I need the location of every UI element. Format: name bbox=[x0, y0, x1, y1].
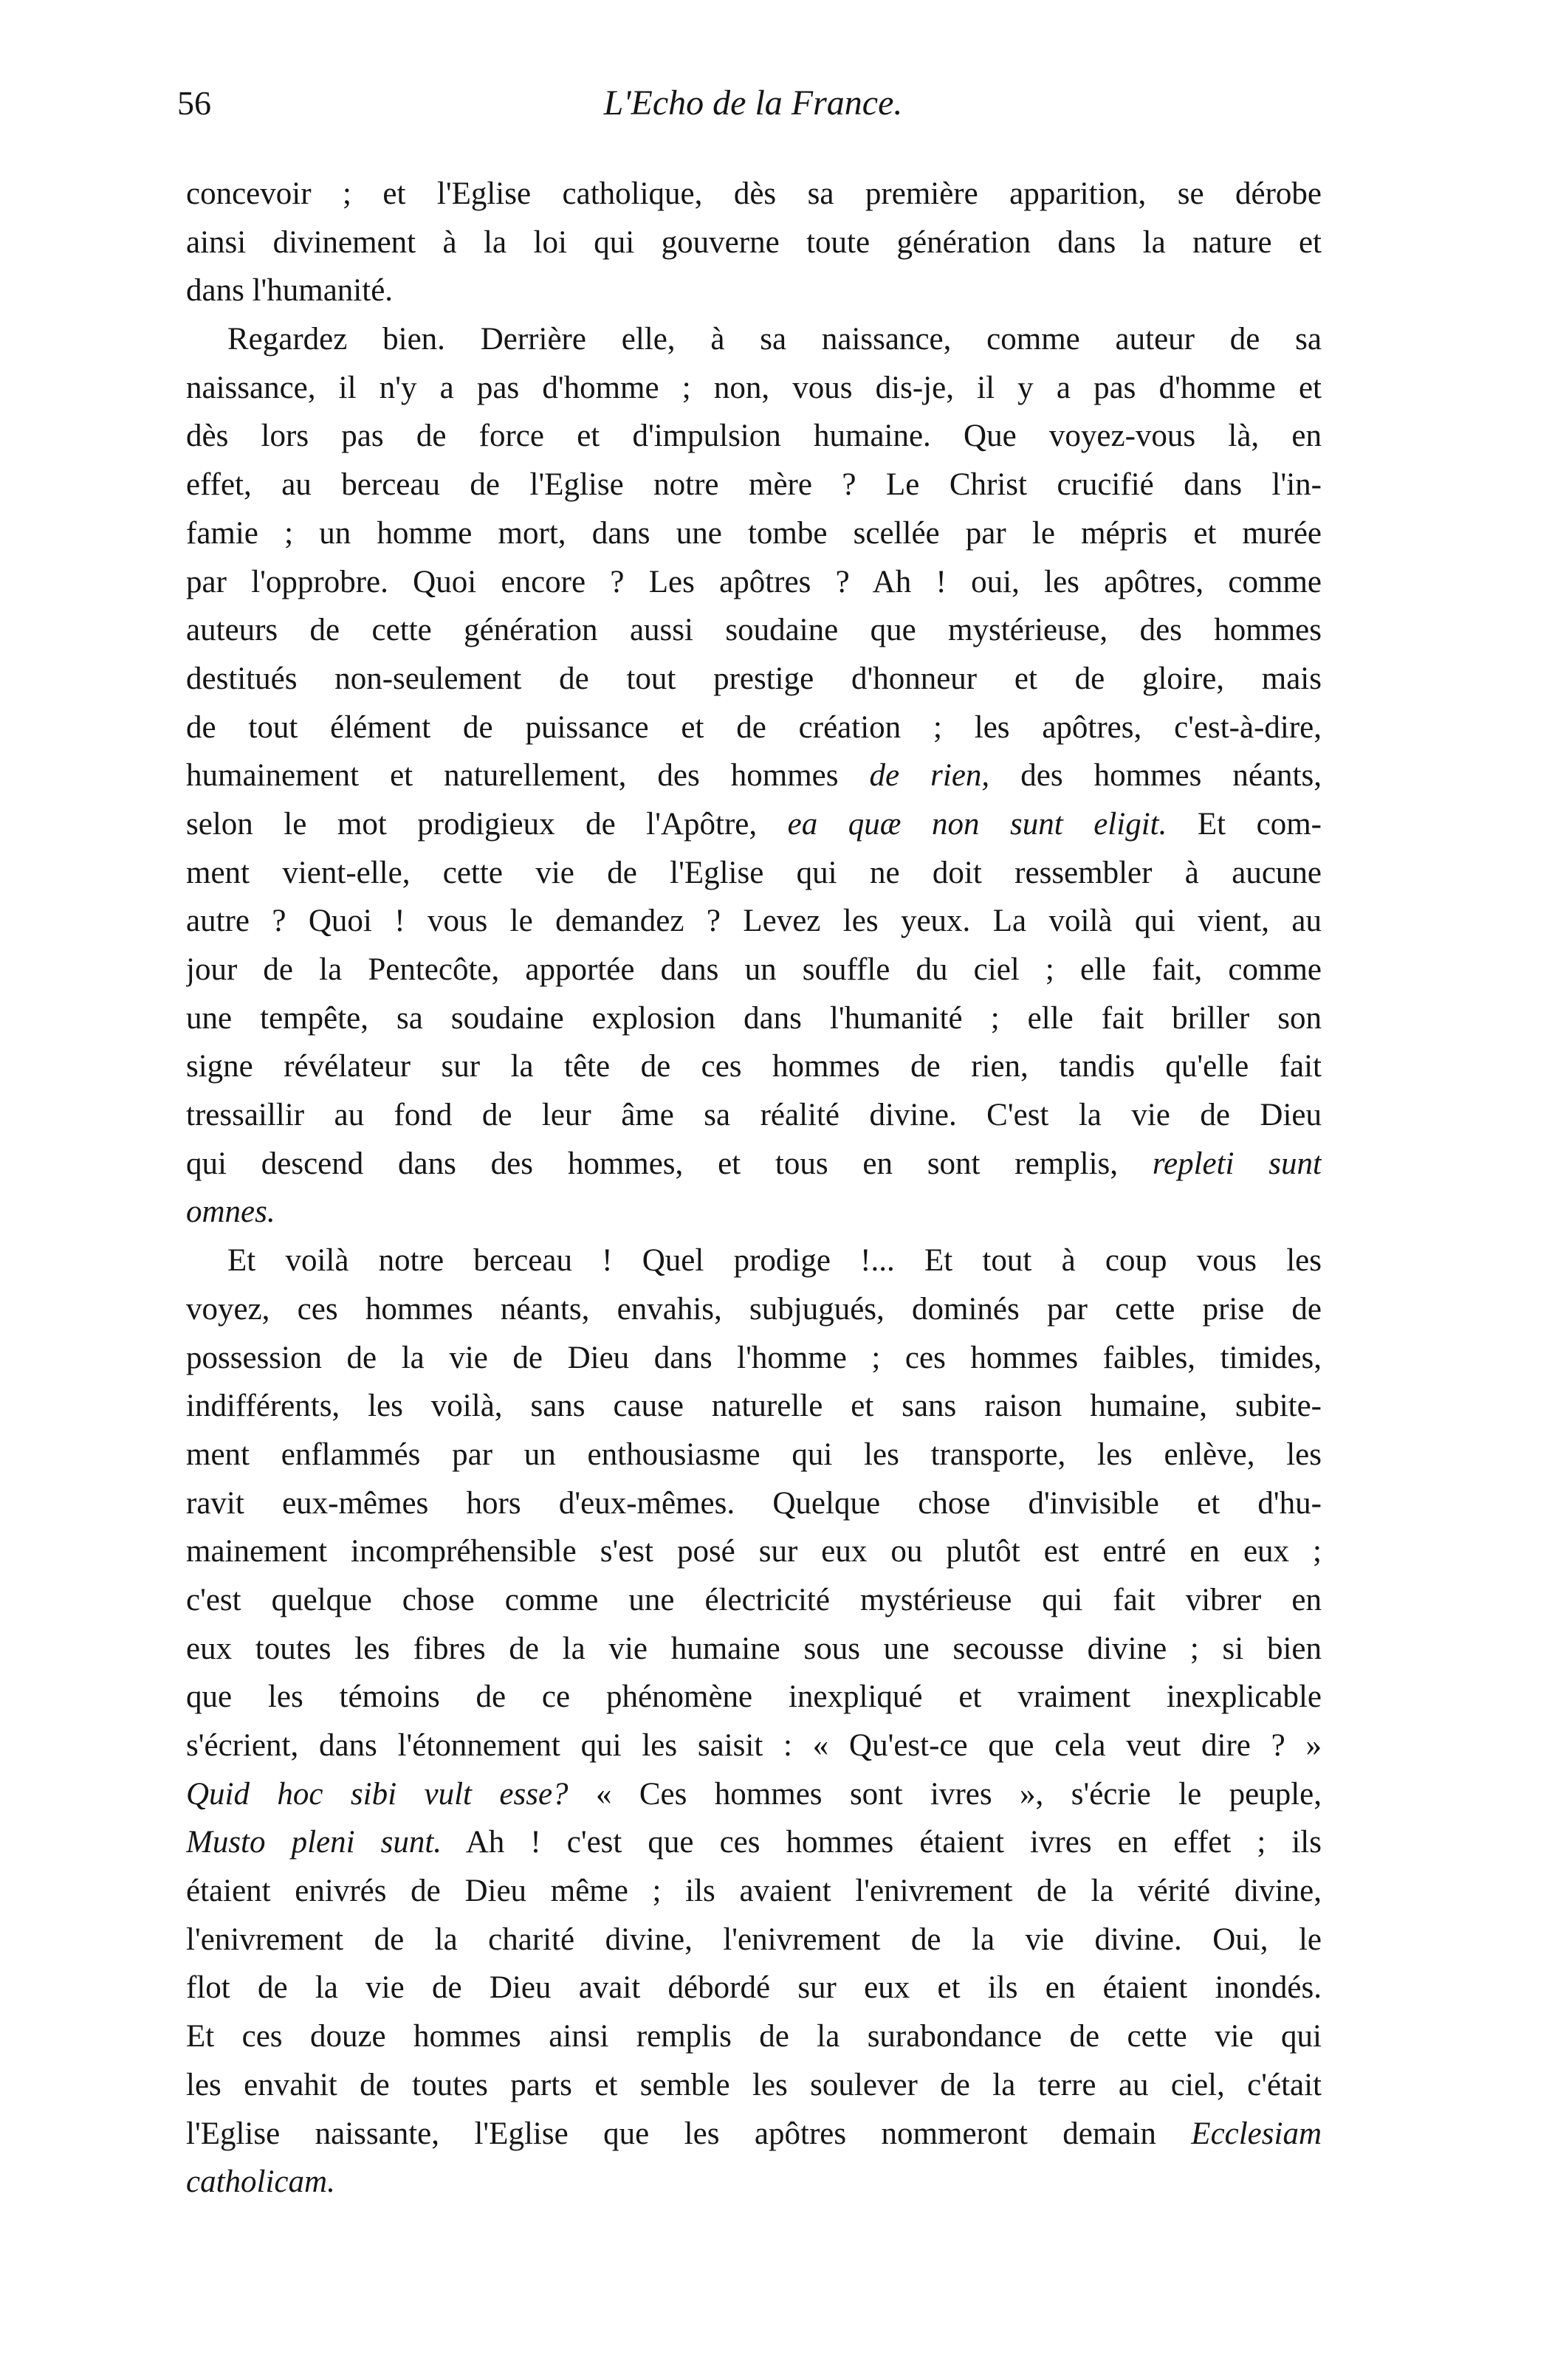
text-run: autre ? Quoi ! vous le demandez ? Levez les yeux. La voilà qui vient, au bbox=[186, 904, 1322, 939]
text-run: indifférents, les voilà, sans cause naturelle et sans raison humaine, subite- bbox=[186, 1389, 1322, 1424]
text-run: dès lors pas de force et d'impulsion humaine. Que voyez-vous là, en bbox=[186, 419, 1322, 454]
text-run: tressaillir au fond de leur âme sa réalité divine. C'est la vie de Dieu bbox=[186, 1098, 1322, 1133]
text-run: ravit eux-mêmes hors d'eux-mêmes. Quelque chose d'invisible et d'hu- bbox=[186, 1485, 1322, 1521]
text-line bbox=[186, 1479, 1322, 1528]
text-line bbox=[186, 2110, 1322, 2159]
text-run: de tout élément de puissance et de création ; les apôtres, c'est-à-dire, bbox=[186, 709, 1322, 745]
text-line bbox=[186, 2012, 1322, 2061]
text-line bbox=[186, 1673, 1322, 1722]
text-run: ment enflammés par un enthousiasme qui les transporte, les enlève, les bbox=[186, 1437, 1322, 1472]
text-line bbox=[186, 1818, 1322, 1867]
text-run: dans l'humanité. bbox=[186, 273, 394, 309]
text-line bbox=[186, 2061, 1322, 2110]
italic-text: ea quæ non sunt eligit. bbox=[787, 806, 1167, 842]
text-run: selon le mot prodigieux de l'Apôtre, bbox=[186, 806, 788, 842]
text-line bbox=[186, 1042, 1322, 1091]
text-run: humainement et naturellement, des hommes bbox=[186, 758, 870, 794]
text-line bbox=[186, 1091, 1322, 1140]
paragraph bbox=[186, 315, 1322, 1237]
text-line bbox=[186, 1188, 1322, 1237]
running-title: L'Echo de la France. bbox=[603, 83, 903, 123]
text-run: Et ces douze hommes ainsi remplis de la surabondance de cette vie qui bbox=[186, 2019, 1322, 2054]
text-run: famie ; un homme mort, dans une tombe scellée par le mépris et murée bbox=[186, 515, 1322, 551]
text-run: concevoir ; et l'Eglise catholique, dès sa première apparition, se dérobe bbox=[186, 176, 1322, 211]
text-run: destitués non-seulement de tout prestige d'honneur et de gloire, mais bbox=[186, 661, 1322, 696]
text-line bbox=[186, 412, 1322, 461]
text-line bbox=[186, 266, 1322, 315]
italic-text: de rien, bbox=[869, 758, 990, 794]
text-line bbox=[186, 1237, 1322, 1285]
italic-text: Ecclesiam bbox=[1191, 2116, 1322, 2151]
italic-text: catholicam. bbox=[186, 2164, 335, 2200]
text-line bbox=[186, 946, 1322, 994]
text-line bbox=[186, 315, 1322, 364]
text-line bbox=[186, 752, 1322, 800]
text-line bbox=[186, 849, 1322, 898]
text-line bbox=[186, 509, 1322, 558]
text-line bbox=[186, 704, 1322, 752]
text-run: Ah ! c'est que ces hommes étaient ivres en effet ; ils bbox=[442, 1825, 1322, 1860]
text-run: « Ces hommes sont ivres », s'écrie le peuple, bbox=[568, 1776, 1322, 1812]
text-line bbox=[186, 1527, 1322, 1576]
text-line bbox=[186, 1770, 1322, 1819]
text-run: eux toutes les fibres de la vie humaine sous une secousse divine ; si bien bbox=[186, 1631, 1322, 1666]
page-number: 56 bbox=[177, 84, 211, 122]
text-run: des hommes néants, bbox=[989, 758, 1322, 794]
text-run: les envahit de toutes parts et semble les soulever de la terre au ciel, c'était bbox=[186, 2067, 1322, 2102]
text-run: Et voilà notre berceau ! Quel prodige !... Et tout à coup vous les bbox=[227, 1243, 1322, 1279]
text-run: l'enivrement de la charité divine, l'enivrement de la vie divine. Oui, le bbox=[186, 1922, 1322, 1957]
text-run: Regardez bien. Derrière elle, à sa naissance, comme auteur de sa bbox=[227, 322, 1322, 357]
body-text bbox=[186, 170, 1322, 2207]
text-run: étaient enivrés de Dieu même ; ils avaient l'enivrement de la vérité divine, bbox=[186, 1874, 1322, 1909]
text-line bbox=[186, 1722, 1322, 1770]
text-run: une tempête, sa soudaine explosion dans l'humanité ; elle fait briller son bbox=[186, 1000, 1322, 1036]
italic-text: repleti sunt bbox=[1152, 1146, 1322, 1181]
page-header bbox=[177, 74, 1329, 133]
text-line bbox=[186, 1334, 1322, 1383]
text-line bbox=[186, 1285, 1322, 1334]
text-line bbox=[186, 655, 1322, 704]
text-line bbox=[186, 364, 1322, 413]
italic-text: omnes. bbox=[186, 1194, 275, 1230]
text-line bbox=[186, 1431, 1322, 1479]
text-line bbox=[186, 1964, 1322, 2012]
text-run: Et com- bbox=[1167, 806, 1322, 842]
text-line bbox=[186, 170, 1322, 219]
text-run: l'Eglise naissante, l'Eglise que les apôtres nommeront demain bbox=[186, 2116, 1192, 2151]
text-run: mainement incompréhensible s'est posé sur eux ou plutôt est entré en eux ; bbox=[186, 1534, 1322, 1569]
text-run: naissance, il n'y a pas d'homme ; non, vous dis-je, il y a pas d'homme et bbox=[186, 370, 1322, 405]
text-run: s'écrient, dans l'étonnement qui les saisit : « Qu'est-ce que cela veut dire ? » bbox=[186, 1728, 1322, 1763]
text-run: voyez, ces hommes néants, envahis, subjugués, dominés par cette prise de bbox=[186, 1291, 1322, 1327]
text-line bbox=[186, 1916, 1322, 1964]
text-run: c'est quelque chose comme une électricité mystérieuse qui fait vibrer en bbox=[186, 1582, 1322, 1617]
text-line bbox=[186, 2158, 1322, 2207]
text-run: ment vient-elle, cette vie de l'Eglise qui ne doit ressembler à aucune bbox=[186, 855, 1322, 890]
text-line bbox=[186, 558, 1322, 607]
text-line bbox=[186, 1625, 1322, 1674]
italic-text: Musto pleni sunt. bbox=[186, 1825, 442, 1860]
text-run: jour de la Pentecôte, apportée dans un souffle du ciel ; elle fait, comme bbox=[186, 952, 1322, 987]
text-run: qui descend dans des hommes, et tous en sont remplis, bbox=[186, 1146, 1153, 1181]
text-run: signe révélateur sur la tête de ces hommes de rien, tandis qu'elle fait bbox=[186, 1049, 1322, 1084]
text-run: par l'opprobre. Quoi encore ? Les apôtres ? Ah ! oui, les apôtres, comme bbox=[186, 564, 1322, 599]
text-run: que les témoins de ce phénomène inexpliqué et vraiment inexplicable bbox=[186, 1679, 1322, 1715]
text-line bbox=[186, 800, 1322, 849]
text-line bbox=[186, 1576, 1322, 1625]
text-line bbox=[186, 1382, 1322, 1431]
italic-text: Quid hoc sibi vult esse? bbox=[186, 1776, 569, 1812]
text-run: flot de la vie de Dieu avait débordé sur eux et ils en étaient inondés. bbox=[186, 1970, 1322, 2006]
text-run: possession de la vie de Dieu dans l'homme ; ces hommes faibles, timides, bbox=[186, 1340, 1322, 1375]
text-line bbox=[186, 994, 1322, 1043]
text-line bbox=[186, 1867, 1322, 1916]
text-run: auteurs de cette génération aussi soudaine que mystérieuse, des hommes bbox=[186, 613, 1322, 648]
text-run: ainsi divinement à la loi qui gouverne toute génération dans la nature et bbox=[186, 224, 1322, 260]
text-line bbox=[186, 606, 1322, 655]
paragraph bbox=[186, 1237, 1322, 2207]
text-line bbox=[186, 461, 1322, 509]
text-line bbox=[186, 897, 1322, 946]
text-line bbox=[186, 1140, 1322, 1189]
paragraph bbox=[186, 170, 1322, 315]
text-run: effet, au berceau de l'Eglise notre mère ? Le Christ crucifié dans l'in- bbox=[186, 467, 1322, 503]
text-line bbox=[186, 219, 1322, 267]
